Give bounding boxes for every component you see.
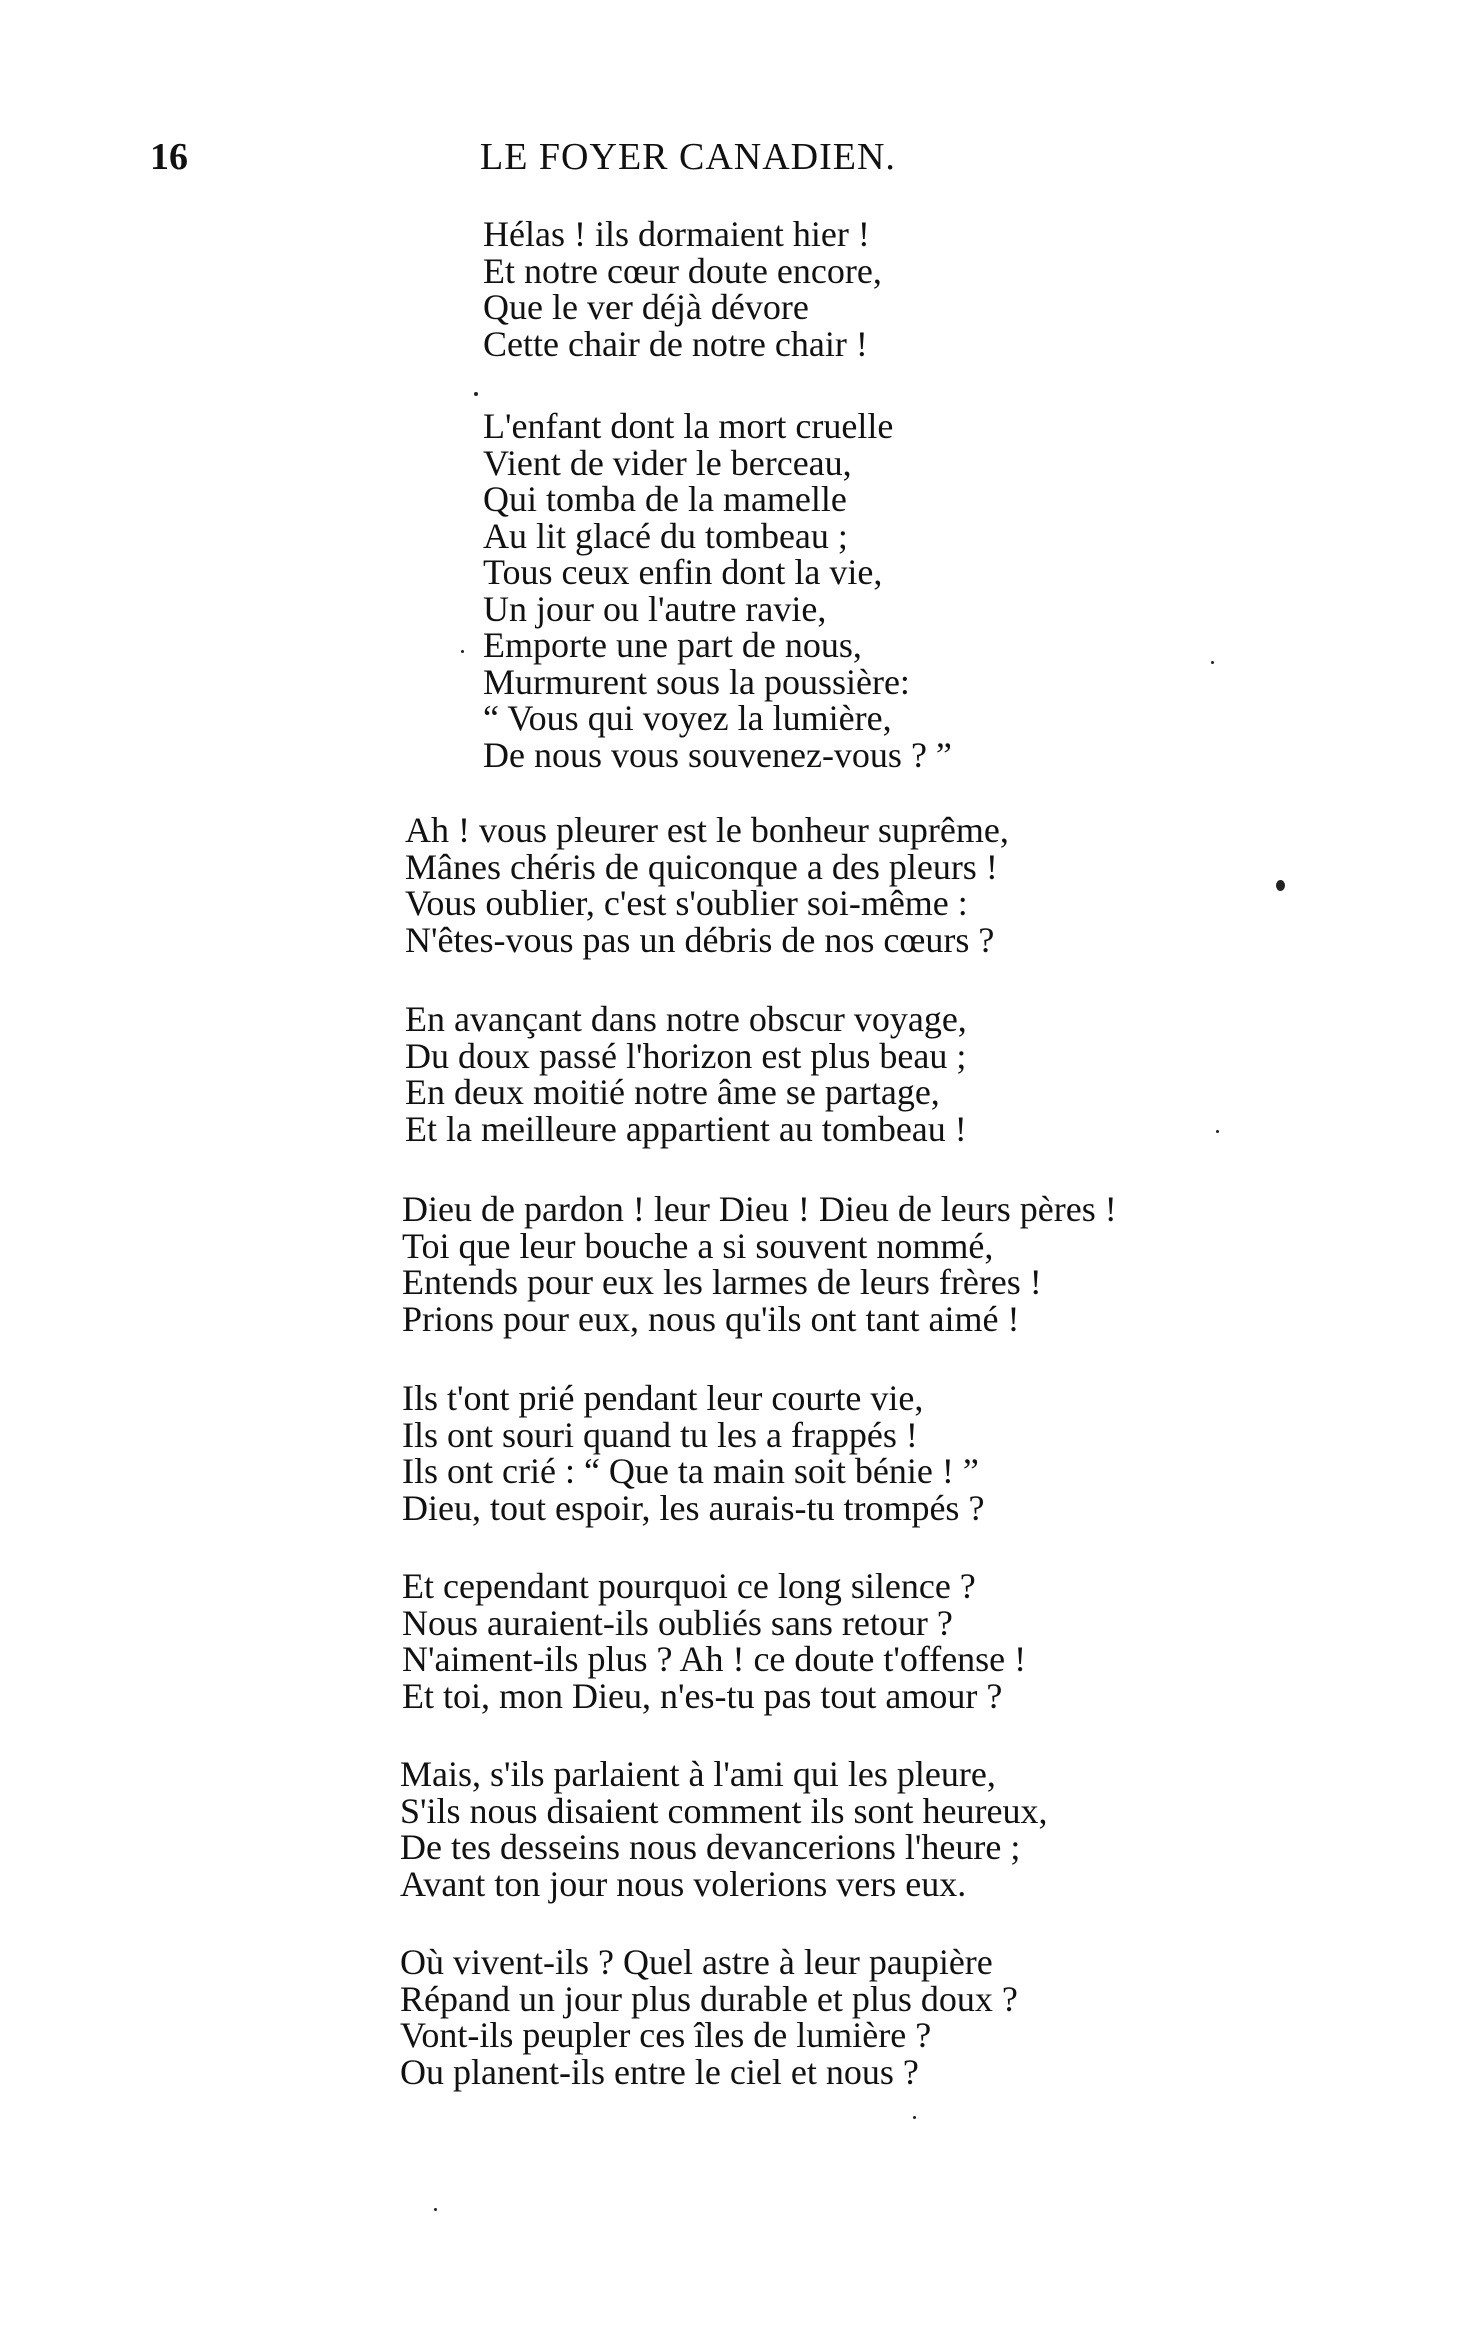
stanza-1 [483, 216, 882, 362]
verse-line: Prions pour eux, nous qu'ils ont tant aimé ! [402, 1298, 1020, 1339]
verse-line: Qui tomba de la mamelle [483, 479, 847, 519]
verse-line: Répand un jour plus durable et plus doux ? [400, 1978, 1018, 2019]
stanza-4 [405, 1001, 967, 1147]
verse-line: Toi que leur bouche a si souvent nommé, [402, 1225, 994, 1266]
verse-line: Que le ver déjà dévore [483, 287, 809, 327]
verse-line: Un jour ou l'autre ravie, [483, 588, 827, 629]
verse-line: Ils ont crié : “ Que ta main soit bénie ! ” [402, 1451, 979, 1491]
verse-line: Mais, s'ils parlaient à l'ami qui les pleure, [400, 1754, 996, 1794]
verse-line: Mânes chéris de quiconque a des pleurs ! [405, 846, 998, 887]
verse-line: Et la meilleure appartient au tombeau ! [405, 1108, 967, 1149]
verse-line: “ Vous qui voyez la lumière, [483, 698, 892, 738]
ink-speck [1211, 661, 1214, 664]
verse-line: Et cependant pourquoi ce long silence ? [402, 1566, 976, 1606]
verse-line: En deux moitié notre âme se partage, [405, 1072, 940, 1112]
stanza-8 [400, 1756, 1047, 1902]
verse-line: Entends pour eux les larmes de leurs frères ! [402, 1262, 1042, 1302]
ink-speck [1216, 1130, 1219, 1133]
verse-line: Ils t'ont prié pendant leur courte vie, [402, 1378, 924, 1418]
verse-line: De tes desseins nous devancerions l'heure ; [400, 1827, 1021, 1867]
verse-line: De nous vous souvenez-vous ? ” [483, 734, 952, 775]
stanza-5 [402, 1191, 1117, 1337]
verse-line: Tous ceux enfin dont la vie, [483, 552, 883, 592]
ink-speck [461, 650, 464, 653]
verse-line: N'aiment-ils plus ? Ah ! ce doute t'offense ! [402, 1639, 1027, 1679]
verse-line: Nous auraient-ils oubliés sans retour ? [402, 1602, 953, 1643]
verse-line: Ils ont souri quand tu les a frappés ! [402, 1414, 918, 1455]
running-head: LE FOYER CANADIEN. [480, 136, 896, 178]
verse-line: Emporte une part de nous, [483, 625, 862, 665]
verse-line: Ah ! vous pleurer est le bonheur suprême, [405, 810, 1009, 850]
verse-line: Du doux passé l'horizon est plus beau ; [405, 1035, 967, 1076]
stanza-7 [402, 1568, 1026, 1714]
ink-speck [913, 2116, 916, 2119]
verse-line: Vont-ils peupler ces îles de lumière ? [400, 2015, 932, 2055]
stanza-2 [483, 408, 952, 773]
page-number: 16 [150, 136, 188, 178]
verse-line: Au lit glacé du tombeau ; [483, 515, 848, 556]
verse-line: Où vivent-ils ? Quel astre à leur paupière [400, 1942, 993, 1982]
verse-line: N'êtes-vous pas un débris de nos cœurs ? [405, 919, 995, 960]
verse-line: S'ils nous disaient comment ils sont heureux, [400, 1790, 1048, 1831]
verse-line: Hélas ! ils dormaient hier ! [483, 214, 870, 254]
stanza-9 [400, 1944, 1018, 2090]
verse-line: Vient de vider le berceau, [483, 442, 852, 483]
verse-line: Et toi, mon Dieu, n'es-tu pas tout amour ? [402, 1675, 1003, 1716]
verse-line: Avant ton jour nous volerions vers eux. [400, 1863, 967, 1904]
stanza-3 [405, 812, 1009, 958]
ink-speck [1276, 880, 1285, 891]
verse-line: Ou planent-ils entre le ciel et nous ? [400, 2051, 919, 2092]
verse-line: L'enfant dont la mort cruelle [483, 406, 894, 446]
verse-line: Dieu de pardon ! leur Dieu ! Dieu de leurs pères ! [402, 1189, 1117, 1229]
verse-line: En avançant dans notre obscur voyage, [405, 999, 967, 1039]
ink-speck [434, 2208, 437, 2211]
verse-line: Vous oublier, c'est s'oublier soi-même : [405, 883, 968, 923]
verse-line: Dieu, tout espoir, les aurais-tu trompés ? [402, 1487, 985, 1528]
verse-line: Et notre cœur doute encore, [483, 250, 882, 291]
stanza-6 [402, 1380, 984, 1526]
ink-speck [474, 392, 478, 396]
verse-line: Murmurent sous la poussière: [483, 661, 910, 702]
verse-line: Cette chair de notre chair ! [483, 323, 868, 364]
